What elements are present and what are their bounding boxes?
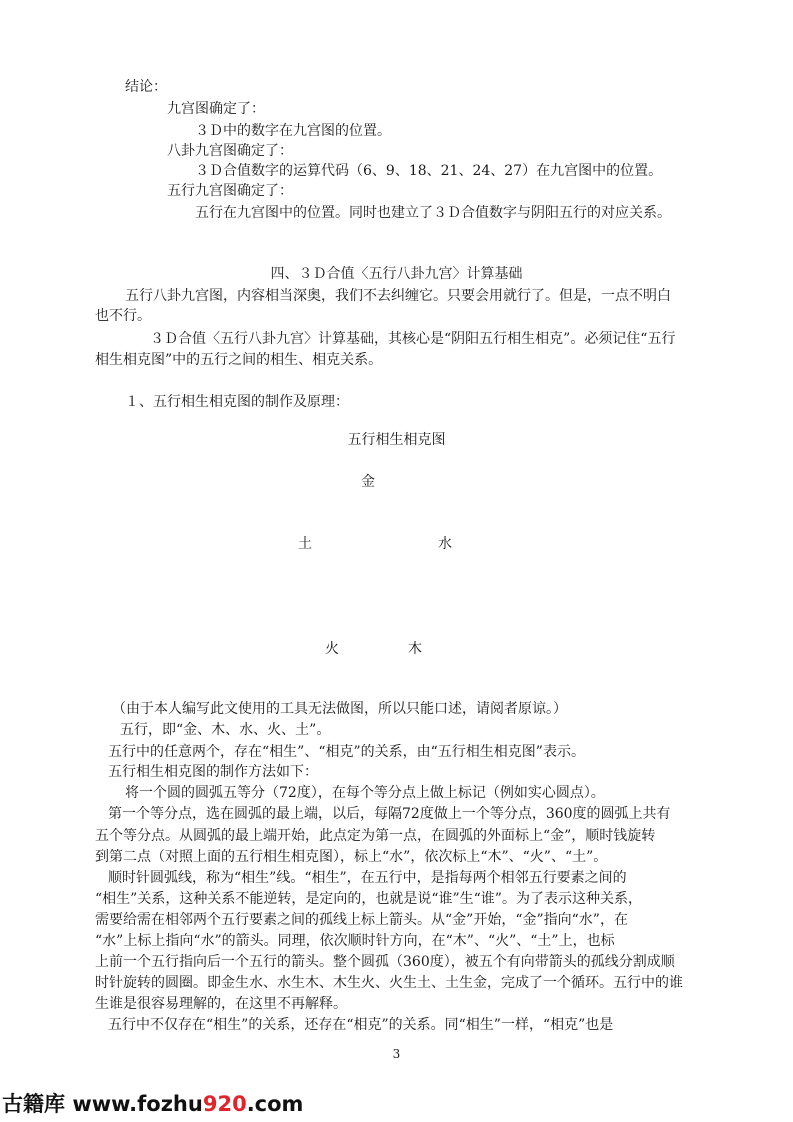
body-line: 五行相生相克图的制作方法如下： <box>108 764 318 780</box>
body-line: 第一个等分点，选在圆弧的最上端，以后，每隔72度做上一个等分点，360度的圆弧上共有 <box>108 806 671 822</box>
subsection-heading: １、五行相生相克图的制作及原理： <box>125 394 349 410</box>
watermark-url-prefix: www.fozhu <box>72 1092 203 1116</box>
page-number: 3 <box>392 1047 401 1061</box>
paragraph-line: 相生相克图”中的五行之间的相生、相克关系。 <box>95 352 383 368</box>
watermark-url-number: 920 <box>202 1092 247 1116</box>
body-line: 上前一个五行指向后一个五行的箭头。整个圆孤（360度），被五个有向带箭头的孤线分割成顺 <box>95 954 675 970</box>
paragraph-line: 五行八卦九宫图，内容相当深奥，我们不去纠缠它。只要会用就行了。但是，一点不明白 <box>125 288 671 304</box>
body-line: 顺时针圆弧线，称为“相生”线。“相生”，在五行中，是指每两个相邻五行要素之间的 <box>108 870 627 886</box>
body-line: “相生”关系，这种关系不能逆转，是定向的，也就是说“谁”生“谁”。为了表示这种关系， <box>95 891 642 907</box>
body-line: 到第二点（对照上面的五行相生相克图），标上“水”，依次标上“木”、“火”、“土”。 <box>95 849 608 865</box>
element-huo: 火 <box>325 641 339 657</box>
watermark-brand: 古籍库 <box>2 1092 65 1116</box>
conclusion-item-5: 五行九宫图确定了： <box>167 183 293 199</box>
watermark-url-suffix: .com <box>246 1092 304 1116</box>
body-line: 生谁是很容易理解的，在这里不再解释。 <box>95 996 347 1012</box>
body-line: 五行中的任意两个，存在“相生”、“相克”的关系，由“五行相生相克图”表示。 <box>108 744 585 760</box>
conclusion-item-6: 五行在九宫图中的位置。同时也建立了３Ｄ合值数字与阴阳五行的对应关系。 <box>195 205 671 221</box>
body-line: 五行中不仅存在“相生”的关系，还存在“相克”的关系。同“相生”一样，“相克”也是 <box>108 1017 614 1033</box>
site-watermark <box>2 1088 303 1118</box>
conclusion-item-3: 八卦九宫图确定了： <box>167 143 293 159</box>
body-line: “水”上标上指向“水”的箭头。同理，依次顺时针方向，在“木”、“火”、“土”上，也标 <box>95 933 615 949</box>
element-mu: 木 <box>408 641 422 657</box>
conclusion-item-2: ３Ｄ中的数字在九宫图的位置。 <box>195 123 391 139</box>
element-shui: 水 <box>438 536 452 552</box>
section-heading: 四、３Ｄ合值〈五行八卦九宫〉计算基础 <box>270 266 523 282</box>
conclusion-item-4: ３Ｄ合值数字的运算代码（6、9、18、21、24、27）在九宫图中的位置。 <box>195 163 663 179</box>
paragraph-line: ３Ｄ合值〈五行八卦九宫〉计算基础，其核心是“阴阳五行相生相克”。必须记住“五行 <box>150 331 676 347</box>
element-jin: 金 <box>361 474 375 490</box>
body-line: 将一个圆的圆弧五等分（72度），在每个等分点上做上标记（例如实心圆点）。 <box>125 785 605 801</box>
body-line: 五个等分点。从圆弧的最上端开始，此点定为第一点，在圆弧的外面标上“金”，顺时钱旋转 <box>95 828 656 844</box>
conclusion-item-1: 九宫图确定了： <box>167 101 265 117</box>
paragraph-line: 也不行。 <box>95 308 151 324</box>
diagram-title: 五行相生相克图 <box>347 432 446 448</box>
element-tu: 土 <box>298 536 312 552</box>
body-line: 时针旋转的圆圈。即金生水、水生木、木生火、火生土、土生金，完成了一个循环。五行中的谁 <box>95 975 683 991</box>
body-line: 需要给需在相邻两个五行要素之间的孤线上标上箭头。从“金”开始，“金”指向“水”，在 <box>95 912 628 928</box>
note-line: （由于本人编写此文使用的工具无法做图，所以只能口述，请阅者原谅。） <box>112 701 567 717</box>
body-line: 五行，即“金、木、水、火、土”。 <box>120 722 331 738</box>
conclusion-label: 结论： <box>125 79 167 95</box>
